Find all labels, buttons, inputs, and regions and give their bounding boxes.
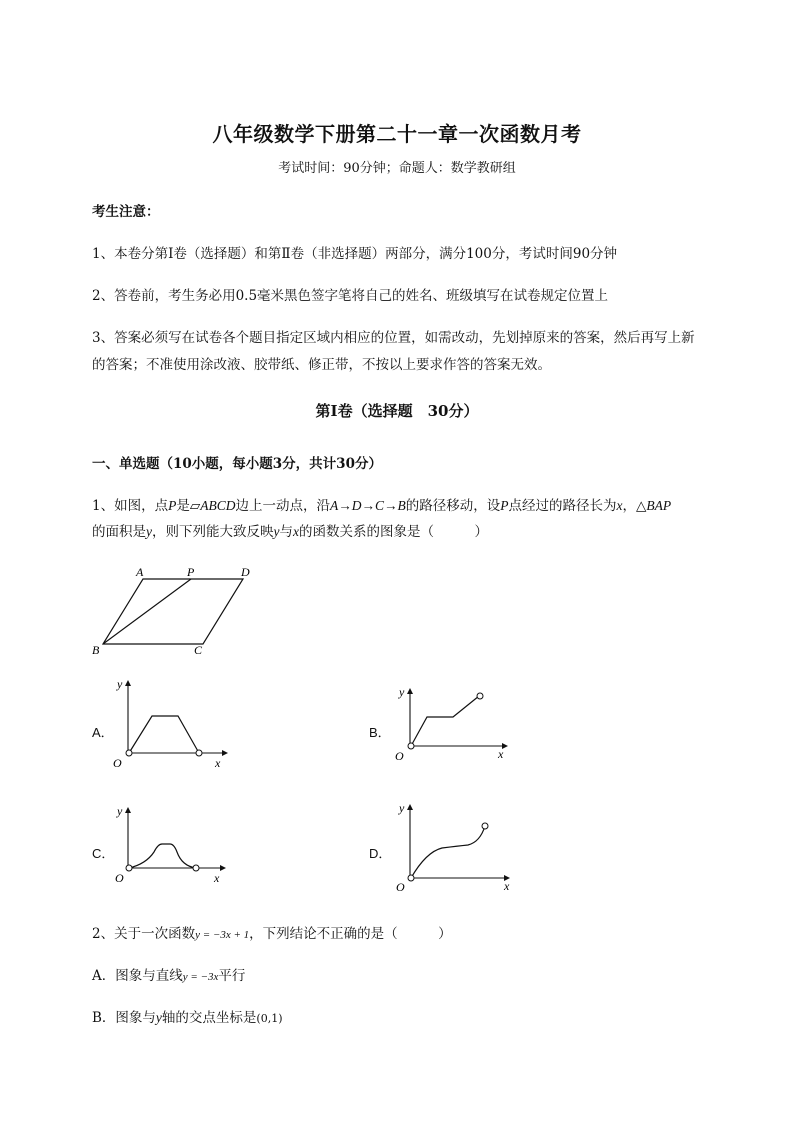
notice-item-3-line-2: 的答案；不准使用涂改液、胶带纸、修正带，不按以上要求作答的答案无效。 bbox=[92, 357, 551, 373]
notice-item-1: 1、本卷分第I卷（选择题）和第Ⅱ卷（非选择题）两部分，满分100分，考试时间90分钟 bbox=[92, 246, 618, 262]
axis-y-label: y bbox=[117, 677, 123, 691]
origin-label: O bbox=[396, 880, 405, 894]
axis-x-label: x bbox=[215, 756, 221, 770]
origin-label: O bbox=[395, 749, 404, 763]
q1-option-a-graph bbox=[110, 672, 230, 772]
q1-option-a-label: A． bbox=[92, 725, 114, 740]
notice-item-2: 2、答卷前，考生务必用0.5毫米黑色签字笔将自己的姓名、班级填写在试卷规定位置上 bbox=[92, 288, 609, 304]
notice-heading: 考生注意： bbox=[92, 204, 160, 220]
q1-option-c-label: C． bbox=[92, 846, 115, 861]
part-heading: 一、单选题（10小题，每小题3分，共计30分） bbox=[92, 456, 382, 472]
page-title: 八年级数学下册第二十一章一次函数月考 bbox=[212, 122, 582, 146]
label-c: C bbox=[194, 643, 203, 657]
page-subtitle: 考试时间：90分钟；命题人：数学教研组 bbox=[278, 161, 516, 176]
axis-y-label: y bbox=[117, 804, 123, 818]
label-b: B bbox=[92, 643, 100, 657]
label-p: P bbox=[187, 565, 195, 579]
q2-option-b: B．图象与y轴的交点坐标是(0,1) bbox=[92, 1010, 283, 1026]
origin-label: O bbox=[113, 756, 122, 770]
q1-option-c-graph bbox=[110, 800, 230, 890]
q1-option-b-label: B． bbox=[369, 725, 391, 740]
section-title: 第I卷（选择题 30分） bbox=[315, 402, 479, 420]
axis-x-label: x bbox=[504, 879, 510, 893]
q1-stem-line-1: 1、如图，点P是▱ABCD边上一动点，沿A→D→C→B的路径移动，设P点经过的路径长为x，△BAP bbox=[92, 498, 672, 514]
q1-parallelogram-figure bbox=[88, 562, 268, 657]
q2-option-a: A．图象与直线y = −3x平行 bbox=[92, 968, 246, 984]
notice-item-3-line-1: 3、答案必须写在试卷各个题目指定区域内相应的位置，如需改动，先划掉原来的答案，然后再写上新 bbox=[92, 330, 695, 346]
axis-x-label: x bbox=[498, 747, 504, 761]
axis-x-label: x bbox=[214, 871, 220, 885]
axis-y-label: y bbox=[399, 801, 405, 815]
q1-stem-line-2: 的面积是y，则下列能大致反映y与x的函数关系的图象是（ ） bbox=[92, 524, 488, 540]
q1-option-b-graph bbox=[392, 684, 512, 769]
q2-stem: 2、关于一次函数y = −3x + 1，下列结论不正确的是（ ） bbox=[92, 926, 452, 942]
q1-option-d-label: D． bbox=[369, 846, 392, 861]
label-d: D bbox=[241, 565, 250, 579]
q1-option-d-graph bbox=[392, 798, 516, 894]
axis-y-label: y bbox=[399, 685, 405, 699]
label-a: A bbox=[136, 565, 144, 579]
origin-label: O bbox=[115, 871, 124, 885]
